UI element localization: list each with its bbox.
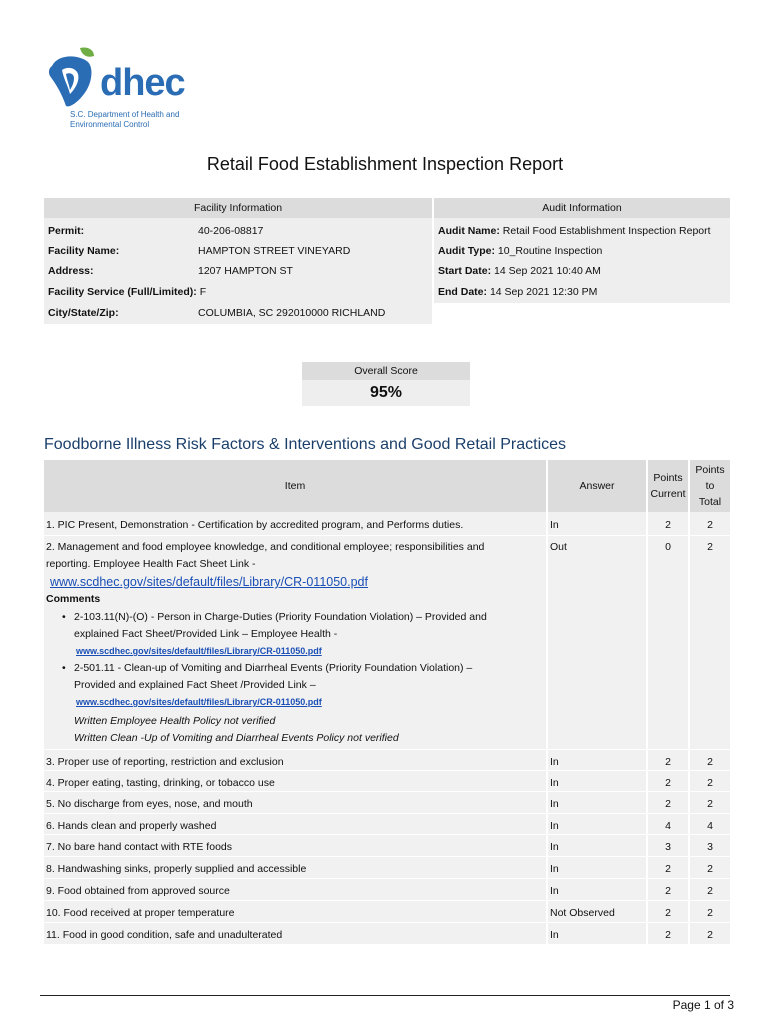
footer-divider	[40, 995, 730, 996]
table-row-answer: Out	[550, 541, 567, 553]
table-row-total: 2	[707, 777, 713, 789]
fact-sheet-link[interactable]: www.scdhec.gov/sites/default/files/Library/CR-011050.pdf	[50, 575, 368, 589]
table-row-answer: In	[550, 519, 559, 531]
facility-row-address	[48, 263, 94, 279]
field-label: Start Date:	[438, 265, 492, 277]
table-row-item: 8. Handwashing sinks, properly supplied and accessible	[46, 863, 307, 875]
table-row-total: 2	[707, 863, 713, 875]
header-points-current	[648, 460, 688, 512]
table-row-answer: In	[550, 756, 559, 768]
dhec-subtitle-line2: Environmental Control	[70, 120, 150, 129]
table-row-item: 9. Food obtained from approved source	[46, 885, 230, 897]
table-row-current: 2	[665, 798, 671, 810]
table-row-current: 2	[665, 756, 671, 768]
field-label: Permit:	[48, 225, 85, 237]
field-label: City/State/Zip:	[48, 307, 119, 319]
field-label: Address:	[48, 265, 94, 277]
table-row-item: 7. No bare hand contact with RTE foods	[46, 841, 232, 853]
comment-note-2: Written Clean -Up of Vomiting and Diarrheal Events Policy not verified	[74, 732, 399, 744]
table-row-current: 2	[665, 777, 671, 789]
audit-row-end	[438, 284, 597, 300]
facility-value-city: COLUMBIA, SC 292010000 RICHLAND	[198, 307, 386, 319]
comments-label: Comments	[46, 593, 101, 605]
field-label: Audit Type:	[438, 245, 495, 257]
section-title: Foodborne Illness Risk Factors & Interventions and Good Retail Practices	[44, 436, 567, 453]
header-points-total	[690, 460, 730, 512]
overall-score-label: Overall Score	[302, 362, 470, 380]
comment-link-1[interactable]: www.scdhec.gov/sites/default/files/Library/CR-011050.pdf	[76, 646, 322, 656]
table-row-current: 2	[665, 907, 671, 919]
facility-row-permit	[48, 223, 84, 239]
table-row-current: 2	[665, 885, 671, 897]
table-row-item: 6. Hands clean and properly washed	[46, 820, 217, 832]
comment-bullet-2-cont: Provided and explained Fact Sheet /Provided Link –	[74, 679, 316, 691]
audit-value-type: 10_Routine Inspection	[497, 245, 603, 257]
field-label: Audit Name:	[438, 225, 500, 237]
table-row-total: 2	[707, 885, 713, 897]
table-row-current: 2	[665, 929, 671, 941]
table-row-total: 2	[707, 756, 713, 768]
comment-link-2[interactable]: www.scdhec.gov/sites/default/files/Library/CR-011050.pdf	[76, 697, 322, 707]
table-row-item: 11. Food in good condition, safe and unadulterated	[46, 929, 283, 941]
facility-row-city	[48, 305, 119, 321]
dhec-emblem-icon	[44, 44, 104, 114]
dhec-wordmark: dhec	[100, 62, 185, 104]
table-row-item: 10. Food received at proper temperature	[46, 907, 235, 919]
audit-header: Audit Information	[434, 198, 730, 218]
header-text: Current	[650, 488, 686, 500]
report-title: Retail Food Establishment Inspection Report	[206, 154, 564, 174]
facility-row-name	[48, 243, 119, 259]
table-row-answer: In	[550, 863, 559, 875]
audit-row-start	[438, 263, 601, 279]
field-label: End Date:	[438, 286, 488, 298]
table-row-total: 4	[707, 820, 713, 832]
table-row-current: 4	[665, 820, 671, 832]
header-item: Item	[44, 460, 546, 512]
table-row-item-cont: reporting. Employee Health Fact Sheet Link -	[46, 558, 256, 570]
dhec-logo	[44, 44, 204, 134]
header-text: Total	[698, 496, 722, 508]
facility-header: Facility Information	[44, 198, 432, 218]
table-row-item: 2. Management and food employee knowledge, and conditional employee; responsibilities and	[46, 541, 485, 553]
comment-bullet-1: • 2-103.11(N)-(O) - Person in Charge-Duties (Priority Foundation Violation) – Provided and	[74, 609, 487, 625]
table-row-item: 3. Proper use of reporting, restriction and exclusion	[46, 756, 284, 768]
audit-value-start: 14 Sep 2021 10:40 AM	[494, 265, 601, 277]
table-row-current: 3	[665, 841, 671, 853]
table-row-answer: In	[550, 885, 559, 897]
facility-box	[44, 218, 432, 324]
table-row-answer: In	[550, 777, 559, 789]
audit-value-name: Retail Food Establishment Inspection Report	[502, 225, 711, 237]
table-row-current: 2	[665, 519, 671, 531]
comment-bullet-1-cont: explained Fact Sheet/Provided Link – Employee Health -	[74, 628, 338, 640]
table-row-current: 0	[665, 541, 671, 553]
table-row-total: 2	[707, 907, 713, 919]
table-row-item: 5. No discharge from eyes, nose, and mouth	[46, 798, 253, 810]
overall-score-value: 95%	[302, 380, 470, 406]
field-label: Facility Name:	[48, 245, 120, 257]
table-row-total: 2	[707, 519, 713, 531]
table-row-total: 2	[707, 798, 713, 810]
table-row-answer: In	[550, 929, 559, 941]
table-row-total: 2	[707, 929, 713, 941]
table-row-current: 2	[665, 863, 671, 875]
header-text: Points	[653, 472, 683, 484]
table-row-answer: In	[550, 841, 559, 853]
audit-box	[434, 218, 730, 303]
table-row-total: 3	[707, 841, 713, 853]
facility-value-address: 1207 HAMPTON ST	[198, 265, 293, 277]
table-row-answer: In	[550, 798, 559, 810]
header-answer: Answer	[548, 460, 646, 512]
comment-bullet-2: • 2-501.11 - Clean-up of Vomiting and Diarrheal Events (Priority Foundation Violation) –	[74, 660, 472, 676]
table-row-item: 4. Proper eating, tasting, drinking, or tobacco use	[46, 777, 275, 789]
facility-value-permit: 40-206-08817	[198, 225, 264, 237]
facility-value-service: F	[199, 286, 207, 298]
field-label: Facility Service (Full/Limited):	[48, 286, 197, 298]
table-row-answer: Not Observed	[550, 907, 615, 919]
header-text: Points	[695, 464, 725, 476]
facility-row-service	[48, 284, 206, 300]
header-text: to	[705, 480, 715, 492]
facility-value-name: HAMPTON STREET VINEYARD	[198, 245, 351, 257]
audit-value-end: 14 Sep 2021 12:30 PM	[489, 286, 598, 298]
page-number: Page 1 of 3	[672, 998, 734, 1012]
dhec-subtitle-line1: S.C. Department of Health and	[70, 110, 180, 119]
audit-row-type	[438, 243, 602, 259]
dhec-subtitle	[70, 110, 210, 130]
table-row-total: 2	[707, 541, 713, 553]
comment-note-1: Written Employee Health Policy not verified	[74, 715, 276, 727]
audit-row-name	[438, 223, 711, 239]
table-row-item: 1. PIC Present, Demonstration - Certification by accredited program, and Performs duties.	[46, 519, 464, 531]
table-row-answer: In	[550, 820, 559, 832]
